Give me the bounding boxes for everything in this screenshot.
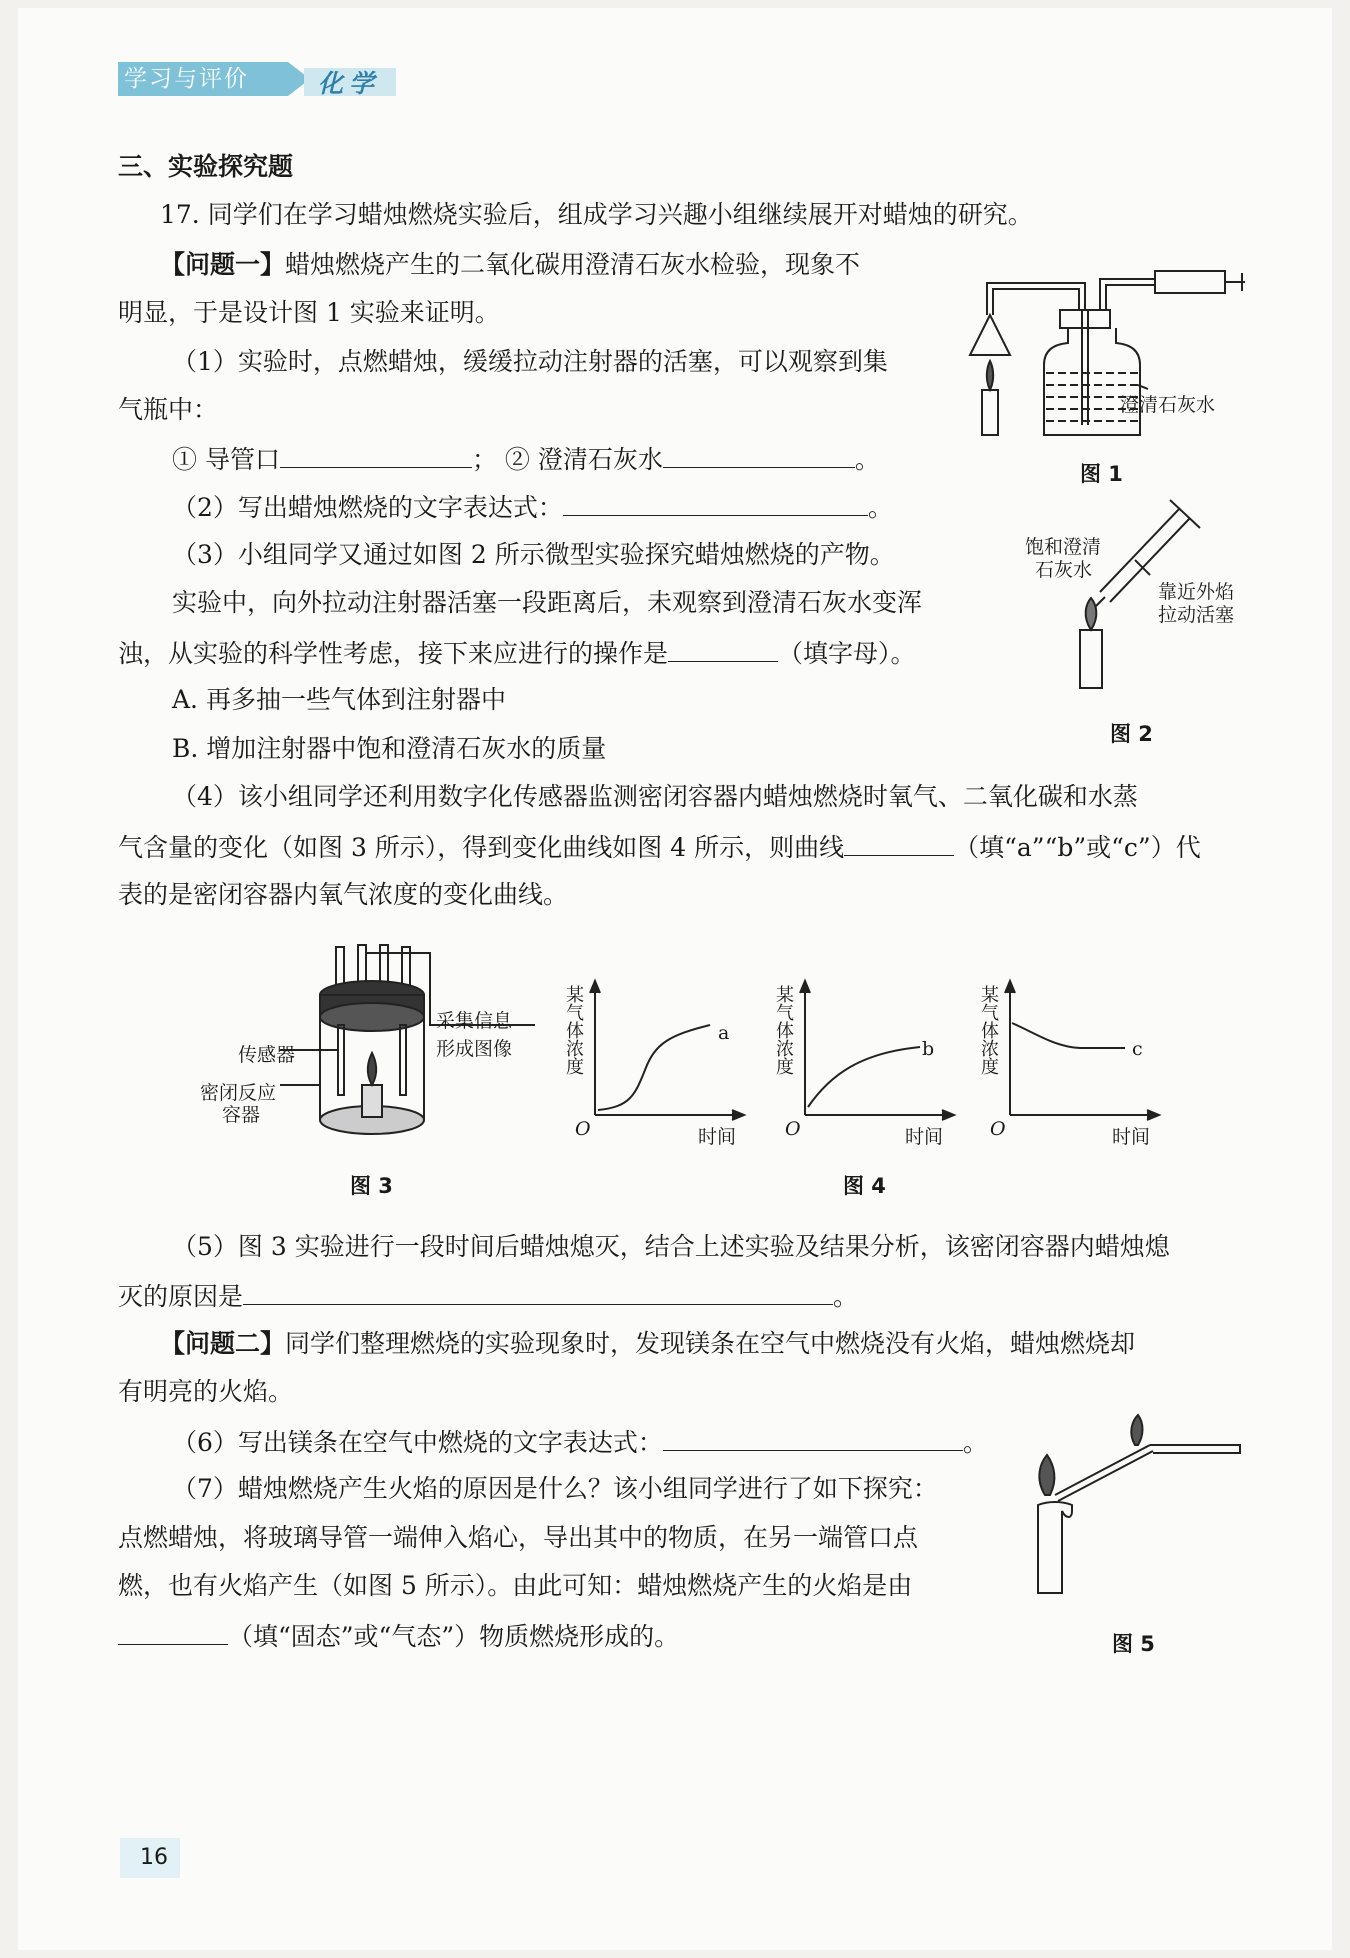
s4-label: 气含量的变化（如图 3 所示），得到变化曲线如图 4 所示，则曲线 — [118, 833, 845, 862]
fig3-label-box1: 密闭反应 — [200, 1082, 277, 1104]
s1-end: 。 — [854, 445, 880, 474]
graph-a-ylabel: 某气体浓度 — [563, 985, 584, 1075]
q17-s5-line1: （5）图 3 实验进行一段时间后蜡烛熄灭，结合上述实验及结果分析，该密闭容器内蜡烛熄 — [172, 1232, 1170, 1261]
problem-two-tag: 【问题二】 — [160, 1329, 286, 1358]
s3-end: （填字母）。 — [778, 639, 916, 668]
s4-end: （填“a”“b”或“c”）代 — [954, 833, 1201, 862]
figure-5-apparatus — [1020, 1415, 1250, 1605]
q17-s1-line1: （1）实验时，点燃蜡烛，缓缓拉动注射器的活塞，可以观察到集 — [172, 347, 888, 376]
option-b: B. 增加注射器中饱和澄清石灰水的质量 — [172, 734, 607, 763]
answer-blank-7[interactable] — [663, 1426, 963, 1451]
q17-s3-line3 — [118, 637, 916, 669]
fig3-caption: 图 3 — [350, 1174, 393, 1198]
problem-one-tag: 【问题一】 — [160, 250, 286, 279]
graph-c-origin: O — [990, 1118, 1006, 1140]
s3-label: 浊，从实验的科学性考虑，接下来应进行的操作是 — [118, 639, 669, 668]
fig2-label-sat1: 饱和澄清 — [1025, 536, 1102, 558]
fig3-label-collect1: 采集信息 — [436, 1010, 513, 1032]
q17-p2-line1 — [160, 1329, 1135, 1359]
s6-end: 。 — [962, 1428, 988, 1457]
q17-s4-line2 — [118, 831, 1201, 863]
q17-s1-line3 — [172, 443, 880, 475]
answer-blank-3[interactable] — [563, 491, 868, 516]
curve-c — [1012, 1023, 1125, 1048]
graph-b-xlabel: 时间 — [905, 1126, 944, 1148]
fig1-caption: 图 1 — [1080, 462, 1123, 486]
q17-s6 — [172, 1426, 988, 1458]
fig5-caption: 图 5 — [1112, 1632, 1155, 1656]
s6-label: （6）写出镁条在空气中燃烧的文字表达式： — [172, 1428, 663, 1457]
q17-p1-line1 — [160, 250, 860, 280]
graph-b-origin: O — [785, 1118, 801, 1140]
fig2-caption: 图 2 — [1110, 722, 1153, 746]
answer-blank-4[interactable] — [668, 637, 778, 662]
q17-s2 — [172, 491, 893, 523]
curve-c-label: c — [1132, 1038, 1143, 1060]
subject-title: 化学 — [318, 69, 381, 98]
fig4-caption: 图 4 — [843, 1174, 886, 1198]
q17-intro: 17. 同学们在学习蜡烛燃烧实验后，组成学习兴趣小组继续展开对蜡烛的研究。 — [160, 200, 1033, 229]
fig3-label-sensor: 传感器 — [238, 1044, 296, 1066]
q17-s7-line1: （7）蜡烛燃烧产生火焰的原因是什么？该小组同学进行了如下探究： — [172, 1474, 938, 1503]
problem-two-text: 同学们整理燃烧的实验现象时，发现镁条在空气中燃烧没有火焰，蜡烛燃烧却 — [285, 1329, 1136, 1358]
s1-item1-label: ① 导管口 — [172, 445, 280, 474]
q17-s1-line2: 气瓶中： — [118, 395, 219, 424]
fig3-label-collect2: 形成图像 — [436, 1038, 513, 1060]
curve-a-label: a — [718, 1022, 730, 1044]
graph-c-xlabel: 时间 — [1112, 1126, 1151, 1148]
q17-s4-line1: （4）该小组同学还利用数字化传感器监测密闭容器内蜡烛燃烧时氧气、二氧化碳和水蒸 — [172, 782, 1138, 811]
q17-s4-line3: 表的是密闭容器内氧气浓度的变化曲线。 — [118, 880, 569, 909]
figure-1-apparatus — [960, 265, 1250, 445]
fig2-label-pull2: 拉动活塞 — [1158, 604, 1235, 626]
fig3-label-box2: 容器 — [222, 1104, 261, 1126]
s5-end: 。 — [833, 1282, 859, 1311]
answer-blank-6[interactable] — [243, 1280, 833, 1305]
answer-blank-8[interactable] — [118, 1620, 228, 1645]
option-a: A. 再多抽一些气体到注射器中 — [172, 685, 506, 714]
series-title: 学习与评价 — [118, 62, 288, 96]
graph-b-ylabel: 某气体浓度 — [773, 985, 794, 1075]
figure-4-graphs — [560, 975, 1160, 1155]
fig2-label-pull1: 靠近外焰 — [1158, 581, 1235, 603]
fig1-label-water: 澄清石灰水 — [1120, 394, 1216, 416]
section-title: 三、实验探究题 — [118, 152, 294, 181]
s2-end: 。 — [867, 493, 893, 522]
q17-s5-line2 — [118, 1280, 858, 1312]
curve-b — [808, 1047, 920, 1107]
q17-s7-line3: 燃，也有火焰产生（如图 5 所示）。由此可知：蜡烛燃烧产生的火焰是由 — [118, 1571, 913, 1600]
q17-s3-line2: 实验中，向外拉动注射器活塞一段距离后，未观察到澄清石灰水变浑 — [172, 588, 923, 617]
page-header — [118, 62, 383, 100]
s2-label: （2）写出蜡烛燃烧的文字表达式： — [172, 493, 563, 522]
page-number: 16 — [120, 1838, 180, 1878]
fig2-label-sat2: 石灰水 — [1035, 559, 1093, 581]
q17-s7-line4 — [118, 1620, 679, 1652]
s5-label: 灭的原因是 — [118, 1282, 244, 1311]
answer-blank-2[interactable] — [663, 443, 855, 468]
s1-item2-label: ； ② 澄清石灰水 — [471, 445, 663, 474]
graph-a-origin: O — [575, 1118, 591, 1140]
answer-blank-5[interactable] — [844, 831, 954, 856]
q17-s3-line1: （3）小组同学又通过如图 2 所示微型实验探究蜡烛燃烧的产物。 — [172, 540, 895, 569]
curve-b-label: b — [922, 1038, 935, 1060]
problem-one-text: 蜡烛燃烧产生的二氧化碳用澄清石灰水检验，现象不 — [285, 250, 861, 279]
curve-a — [598, 1025, 710, 1110]
answer-blank-1[interactable] — [280, 443, 472, 468]
q17-p1-line2: 明显，于是设计图 1 实验来证明。 — [118, 298, 500, 327]
q17-p2-line2: 有明亮的火焰。 — [118, 1377, 294, 1406]
s7-end: （填“固态”或“气态”）物质燃烧形成的。 — [228, 1622, 680, 1651]
graph-c-ylabel: 某气体浓度 — [978, 985, 999, 1075]
q17-s7-line2: 点燃蜡烛，将玻璃导管一端伸入焰心，导出其中的物质，在另一端管口点 — [118, 1523, 919, 1552]
graph-a-xlabel: 时间 — [698, 1126, 737, 1148]
